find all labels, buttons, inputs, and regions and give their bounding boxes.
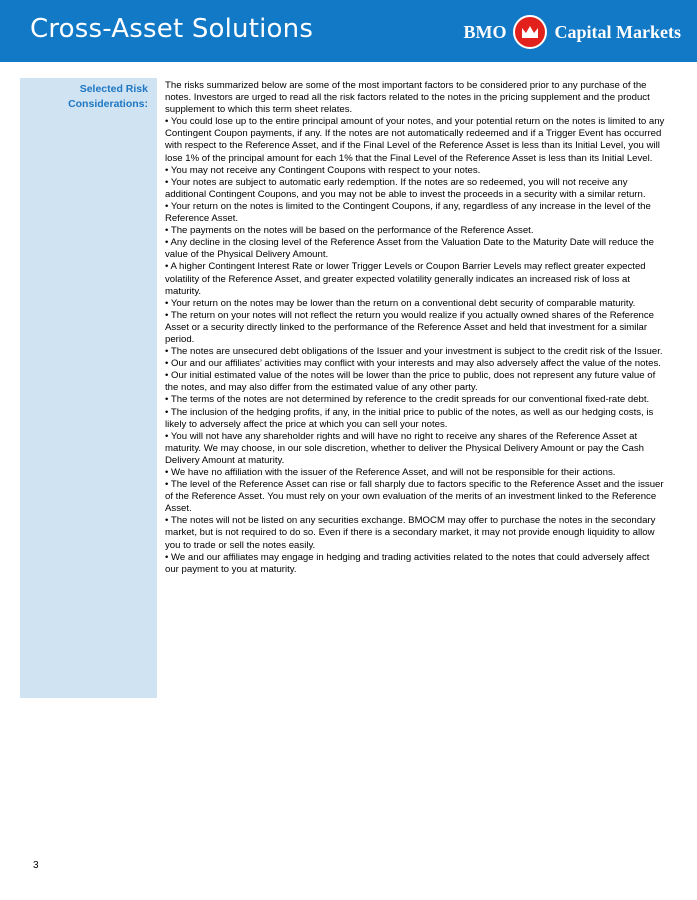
bmo-capital-markets-logo: [464, 14, 681, 50]
risk-item: • Any decline in the closing level of the Reference Asset from the Valuation Date to the Maturity Date will reduce the value of the Physical Delivery Amount.: [165, 237, 654, 261]
risk-item: • A higher Contingent Interest Rate or lower Trigger Levels or Coupon Barrier Levels may reflect greater expected volatility of the Reference Asset, and greater expected volatility generally indicates an increased risk of loss at maturity.: [165, 261, 646, 297]
brand-capital-markets-text: Capital Markets: [554, 21, 681, 42]
intro-paragraph: The risks summarized below are some of the most important factors to be considered prior to any purchase of the notes. Investors are urged to read all the risk factors related to the notes in the pricing supplement and the product supplement to which this term sheet relates.: [165, 80, 650, 116]
risk-item: • The level of the Reference Asset can rise or fall sharply due to factors specific to the Reference Asset and the issuer of the Reference Asset. You must rely on your own evaluation of the merits of an investment linked to the Reference Asset.: [165, 479, 664, 515]
risk-item: • The return on your notes will not reflect the return you would realize if you actually owned shares of the Reference Asset or a security directly linked to the performance of the Reference Asset and held that investment for a similar period.: [165, 309, 654, 345]
page-number: 3: [33, 860, 39, 871]
risk-item: • The payments on the notes will be based on the performance of the Reference Asset.: [165, 225, 534, 237]
risk-item: • The inclusion of the hedging profits, if any, in the initial price to public of the notes, as well as our hedging costs, is likely to adversely affect the price at which you can sell your notes.: [165, 406, 654, 430]
risk-item: • We and our affiliates may engage in hedging and trading activities related to the notes that could adversely affect our payment to you at maturity.: [165, 551, 650, 575]
risk-item: • Our and our affiliates’ activities may conflict with your interests and may also adversely affect the value of the notes.: [165, 358, 661, 370]
risk-sidebar: [20, 78, 157, 698]
header-title: Cross-Asset Solutions: [30, 14, 314, 44]
brand-bmo-text: BMO: [463, 21, 507, 42]
risk-item: • Your return on the notes is limited to the Contingent Coupons, if any, regardless of any increase in the level of the Reference Asset.: [165, 200, 651, 225]
risk-item: • The terms of the notes are not determined by reference to the credit spreads for our conventional fixed-rate debt.: [165, 394, 650, 406]
risk-item: • You could lose up to the entire principal amount of your notes, and your potential return on the notes is limited to any Contingent Coupon payments, if any. If the notes are not automatically redeemed and if a Trigger Event has occurred with respect to the Reference Asset, and if the Final Level of the Reference Asset is less than its Initial Level, you will lose 1% of the principal amount for each 1% that the Final Level of the Reference Asset is less than its Initial Level.: [165, 116, 665, 164]
risk-item: • You will not have any shareholder rights and will have no right to receive any shares of the Reference Asset at maturity. We may choose, in our sole discretion, whether to deliver the Physical Delivery Amount or pay the Cash Delivery Amount at maturity.: [165, 430, 645, 466]
risk-item: • Our initial estimated value of the notes will be lower than the price to public, does not represent any future value of the notes, and may also differ from the estimated value of any other party.: [165, 370, 656, 394]
bmo-roundel-icon: [513, 15, 547, 49]
risk-item: • Your notes are subject to automatic early redemption. If the notes are so redeemed, you will not receive any additional Contingent Coupons, and you may not be able to invest the proceeds in a security with a similar return.: [165, 176, 646, 200]
risk-item: • The notes are unsecured debt obligations of the Issuer and your investment is subject to the credit risk of the Issuer.: [165, 346, 663, 358]
risk-content: [165, 80, 665, 576]
risk-list: [165, 116, 665, 576]
risk-item: • The notes will not be listed on any securities exchange. BMOCM may offer to purchase the notes in the secondary market, but is not required to do so. Even if there is a secondary market, it may not provide enough liquidity to allow you to trade or sell the notes easily.: [165, 515, 656, 551]
risk-item: • We have no affiliation with the issuer of the Reference Asset, and will not be responsible for their actions.: [165, 467, 616, 478]
sidebar-label: Selected Risk Considerations:: [68, 83, 148, 110]
risk-item: • Your return on the notes may be lower than the return on a conventional debt security of comparable maturity.: [165, 297, 636, 309]
header-bar: [0, 0, 697, 62]
risk-item: • You may not receive any Contingent Coupons with respect to your notes.: [165, 164, 481, 176]
